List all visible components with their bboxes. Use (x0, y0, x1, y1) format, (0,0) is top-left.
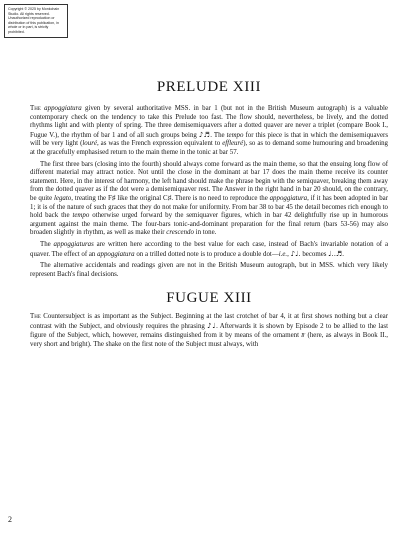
italic-term: tempo (72, 212, 90, 220)
text: becomes (300, 250, 329, 258)
fugue-heading: FUGUE XIII (166, 290, 252, 307)
italic-term: legato (53, 194, 72, 202)
prelude-paragraph-2 (30, 161, 388, 238)
page-number: 2 (8, 515, 12, 524)
text: in tone. (193, 229, 217, 237)
text: . (342, 250, 344, 258)
prelude-paragraph-4: The alternative accidentals and readings given are not in the British Museum autograph, but in MSS. which very likely represent Bach's final decisions. (30, 262, 388, 278)
italic-term: appoggiatura (44, 105, 82, 112)
text: The first three bars (closing into the fourth) should always come forward as the main theme, so that the ensuing long flow of different material may attract notice. Not until the close in the dominant at bar 17 does the main theme receive its counter statement. Here, in the interest of harmony, the left hand should make the phrase begin with the semiquaver, breaking them away from the dotted quaver as if the dot were a demisemiquaver rest. The Answer in the right hand in bar 20 should, on the contrary, be quite (30, 160, 388, 202)
prelude-paragraph-1 (30, 105, 388, 158)
text: , (287, 250, 291, 258)
text: on a trilled dotted note is to produce a double dot— (134, 250, 279, 258)
text: The (40, 240, 54, 248)
text: , if it has been adopted in bar 1; it is of the nature of such graces that they do not make for uniformity. From bar 38 to bar 45 the detail becomes rich enough to hold back the (30, 194, 388, 220)
italic-term: appoggiatura (97, 250, 135, 258)
text: are written here according to the best value for each case, instead of Bach's invariable notation of a quaver. The effect of an (30, 240, 388, 258)
text: , as was the French expression equivalent to (96, 140, 223, 148)
text: . Afterwards it is shown by Episode 2 to be allied to the last figure of the Subject, which, however, remains distinguished from it by means of the ornament (30, 322, 388, 340)
rhythm-notation-icon: ♪♬ (198, 130, 211, 139)
text: ), so as to demand some humouring and broadening at the gracefully emphasised return to the main theme in the tonic at bar 57. (30, 140, 388, 156)
text: . The (210, 131, 227, 139)
copyright-notice: Copyright © 2025 by Monkchain Studio. All rights reserved. Unauthorized reproduction or distribution of this publication, in whole or in part, is strictly prohibited. (4, 4, 68, 38)
text: given by several authoritative MSS. in bar 1 (but not in the British Museum autograph) is a valuable contemporary check on the tendency to take this Prelude too fast. The flow should, nevertheless, be lively, and the dotted rhythms light and with plenty of spring. The three demisemiquavers after a dotted quaver are never a triplet (compare Book I., Fugue V.), the rhythm of bar 1 and of all such groups being (30, 105, 388, 139)
italic-term: appoggiaturas (53, 240, 94, 248)
phrasing-notation-icon: ♪♩ (207, 321, 217, 330)
ornament-icon: 𝆖 (301, 331, 306, 340)
text: for this piece is that in which the demisemiquavers will be very light ( (30, 131, 388, 148)
rhythm-notation-icon: ♩..♬ (328, 249, 343, 258)
italic-term: tempo (226, 131, 244, 139)
prelude-heading: PRELUDE XIII (156, 79, 262, 95)
text: , treating the F♯ like the original C♯. There is no need to reproduce the (71, 194, 270, 202)
small-caps-lead: The (30, 313, 41, 321)
italic-term: appoggiatura (269, 194, 308, 202)
text: (here, as always in Book II., very short and bright). The shake on the first note of the Subject must always, with (30, 332, 388, 349)
text: otherwise urged forward by the semiquaver figures, which in bar 42 delightfully rise up in humorous argument against the main theme. The four-bars tonic-and-dominant preparation for the final return (bars 53-56) may also broaden slightly in rhythm, as well as make their (30, 212, 388, 237)
rhythm-notation-icon: ♪♩. (290, 249, 301, 258)
prelude-paragraph-3 (30, 241, 388, 259)
text: Countersubject is as important as the Subject. Beginning at the last crotchet of bar 4, it at first shows nothing but a clear contrast with the Subject, and obviously requires the phrasing (30, 313, 388, 330)
fugue-paragraph-1 (30, 313, 388, 349)
italic-term: louré (82, 140, 97, 148)
italic-term: i.e. (278, 250, 288, 258)
small-caps-lead: The (30, 105, 41, 112)
italic-term: effleuré (222, 140, 244, 148)
italic-term: crescendo (166, 229, 194, 237)
page-content (30, 78, 388, 350)
